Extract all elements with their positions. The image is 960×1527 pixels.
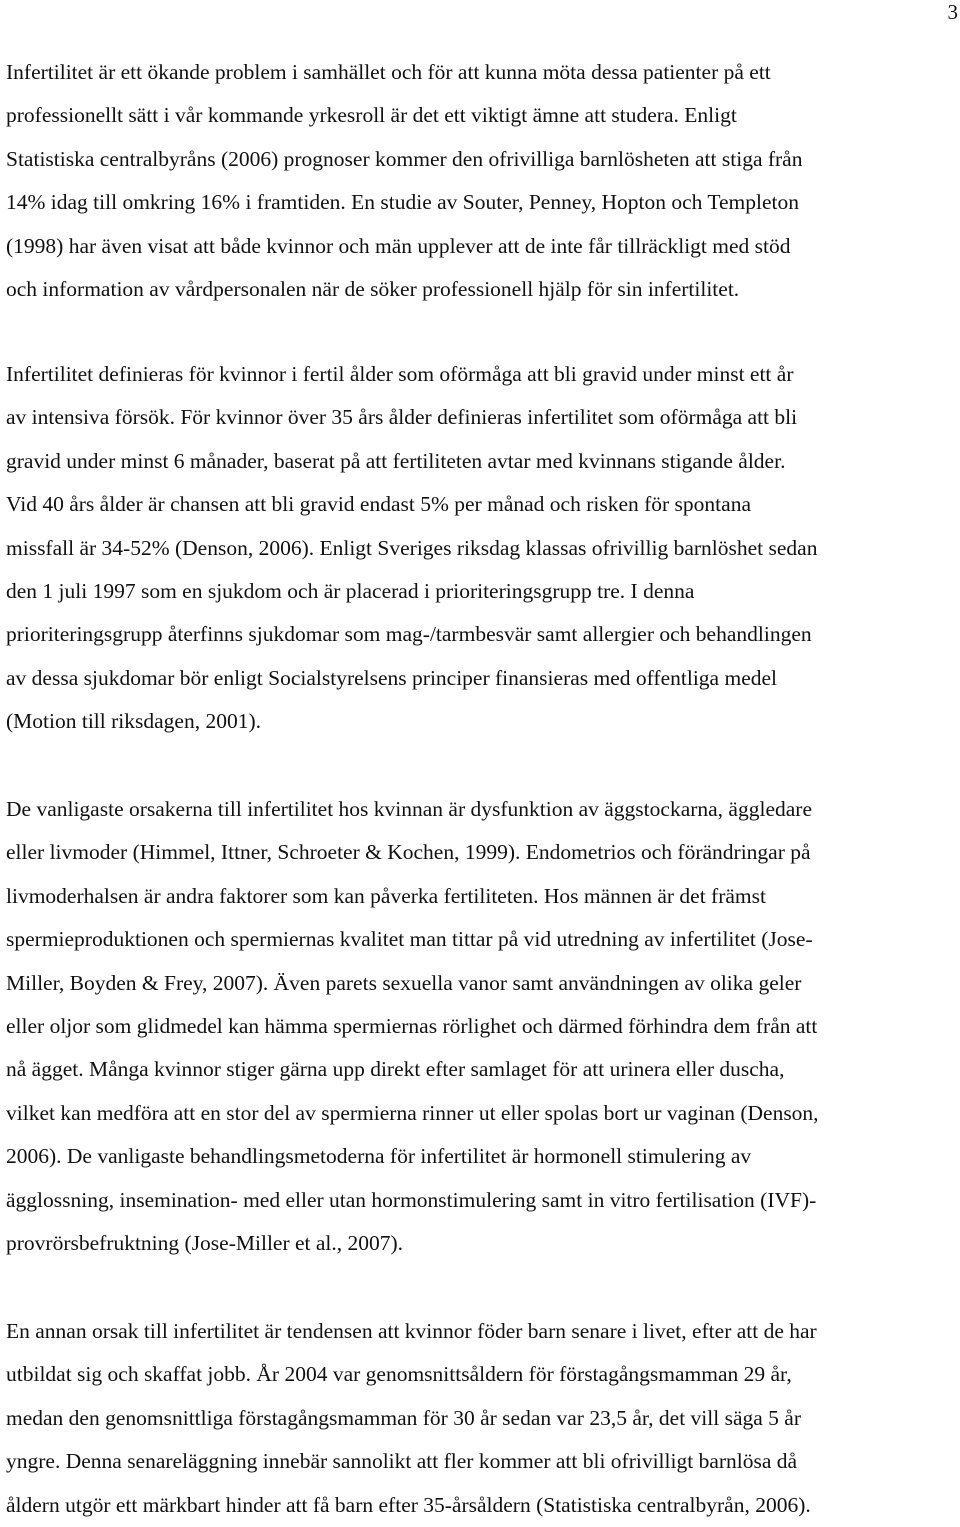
- paragraph-4: [6, 1310, 817, 1527]
- text-line: De vanligaste orsakerna till infertilitet hos kvinnan är dysfunktion av äggstockarna, äggledare: [6, 797, 812, 821]
- text-line: utbildat sig och skaffat jobb. År 2004 var genomsnittsåldern för förstagångsmamman 29 år,: [6, 1362, 792, 1387]
- text-line: livmoderhalsen är andra faktorer som kan påverka fertiliteten. Hos männen är det främst: [6, 883, 766, 908]
- text-line: prioriteringsgrupp återfinns sjukdomar som mag-/tarmbesvär samt allergier och behandlingen: [6, 622, 812, 647]
- text-line: den 1 juli 1997 som en sjukdom och är placerad i prioriteringsgrupp tre. I denna: [6, 578, 695, 603]
- text-line: yngre. Denna senareläggning innebär sannolikt att fler kommer att bli ofrivilligt barnlösa då: [6, 1449, 798, 1474]
- text-line: av intensiva försök. För kvinnor över 35 års ålder definieras infertilitet som oförmåga att bli: [6, 405, 798, 430]
- text-line: Miller, Boyden & Frey, 2007). Även parets sexuella vanor samt användningen av olika geler: [6, 970, 802, 995]
- text-line: och information av vårdpersonalen när de söker professionell hjälp för sin infertilitet.: [6, 276, 740, 301]
- text-line: missfall är 34-52% (Denson, 2006). Enligt Sveriges riksdag klassas ofrivillig barnlöshet sedan: [6, 535, 818, 560]
- text-line: Infertilitet är ett ökande problem i samhället och för att kunna möta dessa patienter på ett: [6, 60, 771, 84]
- paragraph-3: [6, 788, 819, 1265]
- paragraph-1: [6, 51, 960, 311]
- text-line: Statistiska centralbyråns (2006) prognoser kommer den ofrivilliga barnlösheten att stiga från: [6, 146, 803, 171]
- text-line: Infertilitet definieras för kvinnor i fertil ålder som oförmåga att bli gravid under minst ett år: [6, 362, 794, 386]
- page-number: 3: [947, 0, 958, 24]
- text-line: (1998) har även visat att både kvinnor och män upplever att de inte får tillräckligt med stöd: [6, 233, 791, 258]
- body-text: [6, 51, 960, 1517]
- text-line: spermieproduktionen och spermiernas kvalitet man tittar på vid utredning av infertilitet (Jose-: [6, 927, 813, 952]
- text-line: En annan orsak till infertilitet är tendensen att kvinnor föder barn senare i livet, efter att de har: [6, 1319, 817, 1343]
- text-line: provrörsbefruktning (Jose-Miller et al., 2007).: [6, 1230, 404, 1255]
- text-line: Vid 40 års ålder är chansen att bli gravid endast 5% per månad och risken för spontana: [6, 492, 751, 517]
- text-line: (Motion till riksdagen, 2001).: [6, 709, 261, 734]
- text-line: ägglossning, insemination- med eller utan hormonstimulering samt in vitro fertilisation (IVF)-: [6, 1187, 817, 1212]
- text-line: eller oljor som glidmedel kan hämma spermiernas rörlighet och därmed förhindra dem från att: [6, 1013, 818, 1038]
- text-line: gravid under minst 6 månader, baserat på att fertiliteten avtar med kvinnans stigande ålder.: [6, 448, 786, 473]
- text-line: 14% idag till omkring 16% i framtiden. En studie av Souter, Penney, Hopton och Templeton: [6, 190, 800, 215]
- text-line: vilket kan medföra att en stor del av spermierna rinner ut eller spolas bort ur vaginan (Denson,: [6, 1100, 819, 1125]
- text-line: åldern utgör ett märkbart hinder att få barn efter 35-årsåldern (Statistiska centralbyrån, 2006).: [6, 1492, 811, 1517]
- text-line: nå ägget. Många kvinnor stiger gärna upp direkt efter samlaget för att urinera eller duscha,: [6, 1057, 785, 1082]
- text-line: professionellt sätt i vår kommande yrkesroll är det ett viktigt ämne att studera. Enligt: [6, 103, 737, 128]
- text-line: medan den genomsnittliga förstagångsmamman för 30 år sedan var 23,5 år, det vill säga 5 år: [6, 1405, 801, 1430]
- paragraph-2: [6, 353, 817, 744]
- text-line: av dessa sjukdomar bör enligt Socialstyrelsens principer finansieras med offentliga medel: [6, 665, 777, 690]
- text-line: 2006). De vanligaste behandlingsmetoderna för infertilitet är hormonell stimulering av: [6, 1144, 752, 1169]
- text-line: eller livmoder (Himmel, Ittner, Schroeter & Kochen, 1999). Endometrios och förändringar på: [6, 840, 811, 865]
